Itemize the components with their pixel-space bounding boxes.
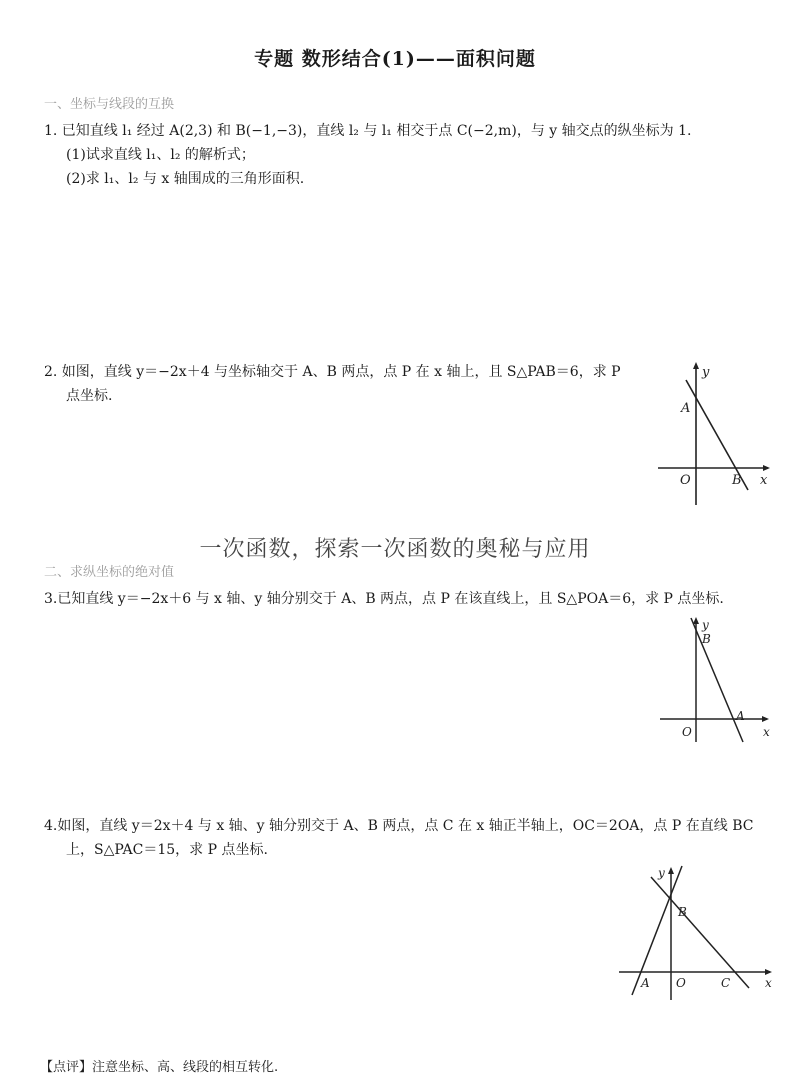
section-heading-2: 二、求纵坐标的绝对值 — [44, 565, 175, 580]
p3-x-arrow — [762, 716, 769, 722]
p4-label-A: A — [641, 976, 650, 990]
problem-3-figure — [655, 612, 780, 747]
p3-y-arrow — [693, 617, 699, 624]
section-heading-1: 一、坐标与线段的互换 — [44, 97, 175, 112]
p4-label-x: x — [765, 976, 772, 990]
p4-label-y: y — [658, 866, 665, 880]
p2-x-arrow — [763, 465, 770, 471]
p2-label-x: x — [760, 473, 768, 488]
p2-label-B: B — [732, 473, 742, 488]
p4-x-arrow — [765, 969, 772, 975]
comment-note: 【点评】注意坐标、高、线段的相互转化. — [40, 1060, 279, 1075]
p4-y-arrow — [668, 867, 674, 874]
p4-line-AB — [632, 866, 682, 995]
problem-2-statement: 2. 如图，直线 y＝−2x＋4 与坐标轴交于 A、B 两点，点 P 在 x 轴上，且 S△PAB＝6，求 P — [44, 364, 621, 380]
p2-label-A: A — [681, 401, 691, 416]
p3-label-x: x — [763, 725, 770, 739]
p4-label-B: B — [678, 905, 687, 919]
p2-y-arrow — [693, 362, 699, 369]
problem-1-statement: 1. 已知直线 l₁ 经过 A(2,3) 和 B(−1,−3)，直线 l₂ 与 l₁ 相交于点 C(−2,m)，与 y 轴交点的纵坐标为 1. — [44, 123, 692, 139]
page-title: 专题 数形结合(1)——面积问题 — [254, 48, 536, 70]
p2-label-y: y — [702, 365, 710, 380]
problem-3-statement: 3.已知直线 y＝−2x＋6 与 x 轴、y 轴分别交于 A、B 两点，点 P 在该直线上，且 S△POA＝6，求 P 点坐标. — [44, 591, 724, 607]
problem-4-statement: 4.如图，直线 y＝2x＋4 与 x 轴、y 轴分别交于 A、B 两点，点 C 在 x 轴正半轴上，OC＝2OA，点 P 在直线 BC — [44, 818, 754, 834]
problem-4-statement-cont: 上，S△PAC＝15，求 P 点坐标. — [66, 842, 268, 858]
overlay-caption: 一次函数，探索一次函数的奥秘与应用 — [199, 537, 591, 562]
problem-1-part-2: (2)求 l₁、l₂ 与 x 轴围成的三角形面积. — [66, 171, 305, 187]
p3-line — [691, 618, 743, 742]
problem-2-figure — [650, 355, 780, 510]
p4-label-O: O — [676, 976, 686, 990]
problem-1-part-1: (1)试求直线 l₁、l₂ 的解析式； — [66, 147, 255, 163]
p3-label-y: y — [702, 618, 709, 632]
p3-label-O: O — [682, 725, 692, 739]
problem-4-figure — [615, 860, 780, 1005]
p3-label-A: A — [736, 709, 745, 723]
problem-2-statement-cont: 点坐标. — [66, 388, 113, 404]
p2-label-O: O — [680, 473, 691, 488]
p3-label-B: B — [702, 632, 711, 646]
p4-label-C: C — [721, 976, 731, 990]
